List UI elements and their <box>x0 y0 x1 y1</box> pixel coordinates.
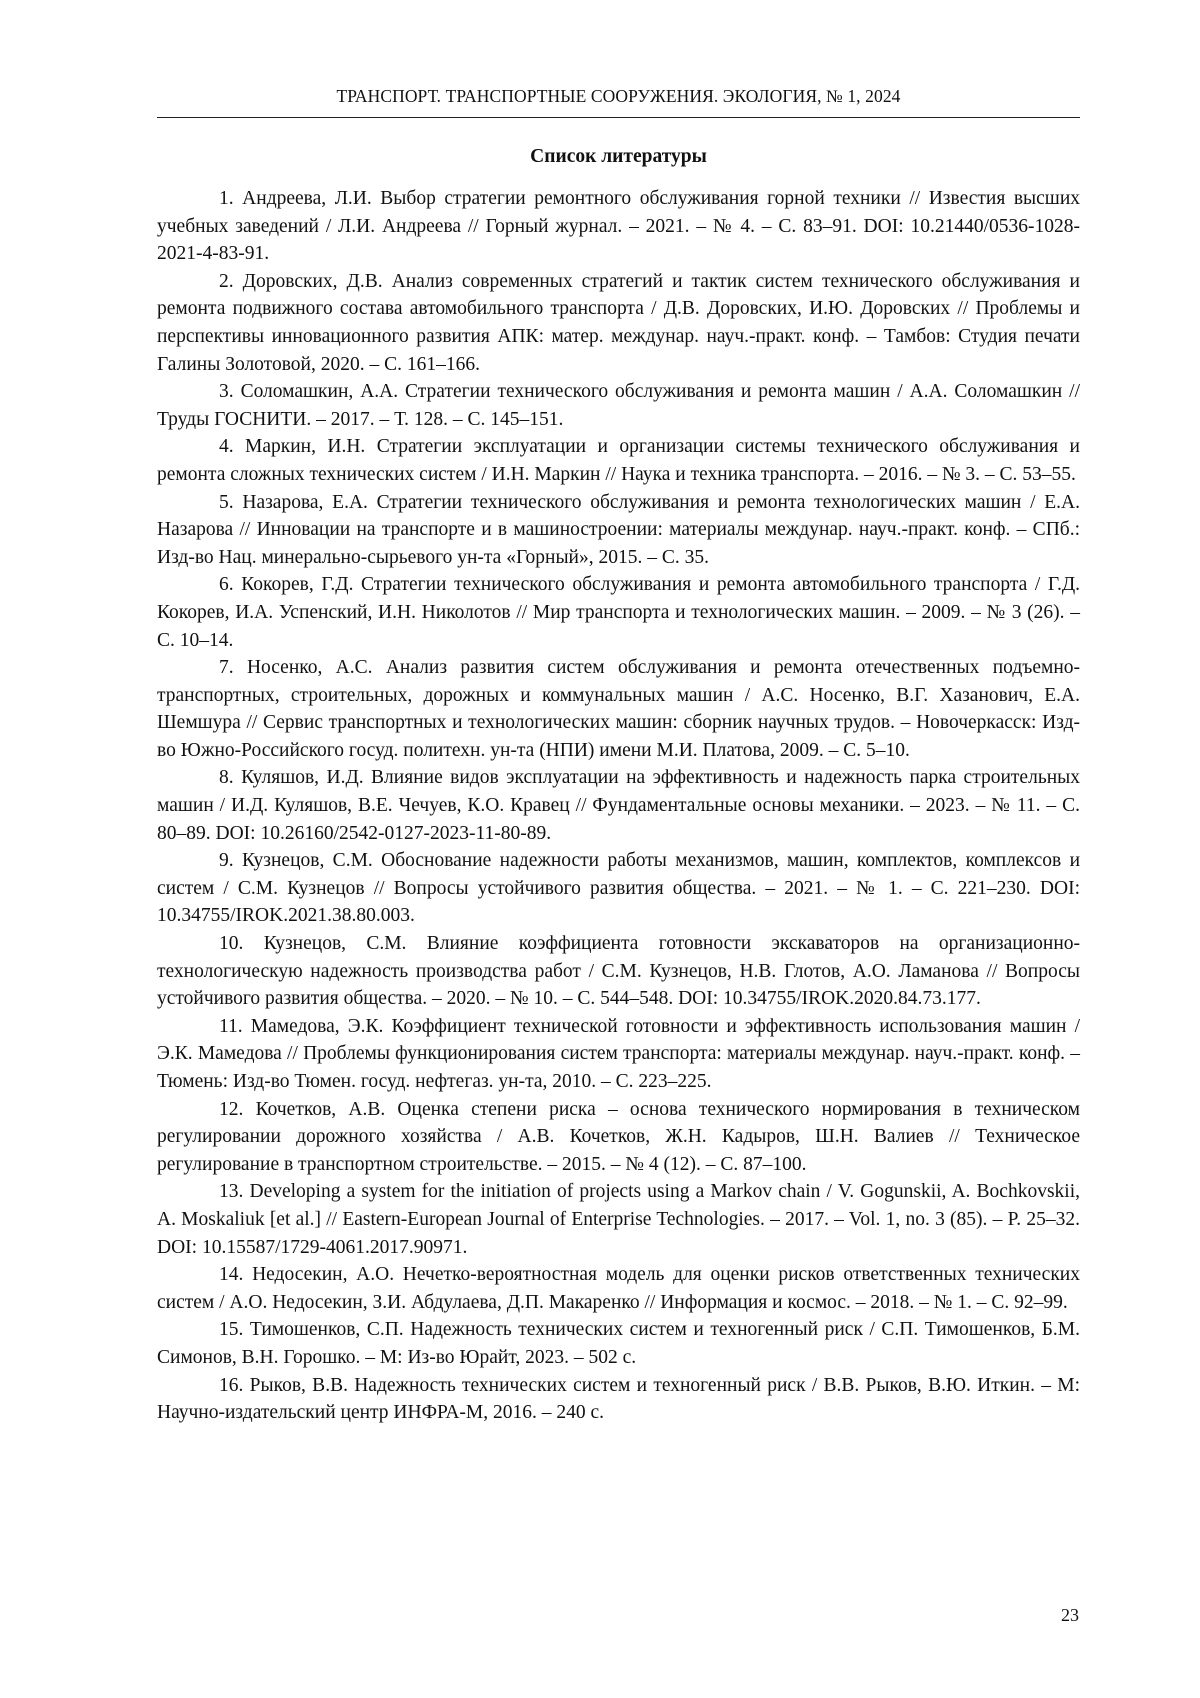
reference-text: Андреева, Л.И. Выбор стратегии ремонтного обслуживания горной техники // Известия высших учебных заведений / Л.И. Андреева // Горный журнал. – 2021. – № 4. – С. 83–91. DOI: 10.21440/0536-1028-2021-4-83-91. <box>157 188 1080 264</box>
reference-item <box>157 1013 1080 1096</box>
reference-number: 13. <box>219 1181 243 1202</box>
reference-text: Кузнецов, С.М. Обоснование надежности работы механизмов, машин, комплектов, комплексов и систем / С.М. Кузнецов // Вопросы устойчивого развития общества. – 2021. – № 1. – С. 221–230. DOI: 10.34755/IROK.2021.38.80.003. <box>157 850 1080 926</box>
reference-number: 2. <box>219 271 234 292</box>
reference-item <box>157 571 1080 654</box>
reference-text: Носенко, А.С. Анализ развития систем обслуживания и ремонта отечественных подъемно-транспортных, строительных, дорожных и коммунальных машин / А.С. Носенко, В.Г. Хазанович, Е.А. Шемшура // Сервис транспортных и технологических машин: сборник научных трудов. – Новочеркасск: Изд-во Южно-Российского госуд. политехн. ун-та (НПИ) имени М.И. Платова, 2009. – С. 5–10. <box>157 657 1080 761</box>
reference-number: 3. <box>219 381 234 402</box>
reference-number: 15. <box>219 1319 243 1340</box>
reference-item <box>157 654 1080 764</box>
page-number: 23 <box>1061 1604 1079 1626</box>
reference-number: 6. <box>219 574 234 595</box>
reference-item <box>157 847 1080 930</box>
reference-text: Мамедова, Э.К. Коэффициент технической готовности и эффективность использования машин / Э.К. Мамедова // Проблемы функционирования систем транспорта: материалы междунар. науч.-практ. конф. – Тюмень: Изд-во Тюмен. госуд. нефтегаз. ун-та, 2010. – С. 223–225. <box>157 1016 1080 1092</box>
reference-item <box>157 764 1080 847</box>
reference-number: 5. <box>219 492 234 513</box>
reference-item <box>157 1261 1080 1316</box>
reference-item <box>157 268 1080 378</box>
reference-text: Куляшов, И.Д. Влияние видов эксплуатации на эффективность и надежность парка строительных машин / И.Д. Куляшов, В.Е. Чечуев, К.О. Кравец // Фундаментальные основы механики. – 2023. – № 11. – С. 80–89. DOI: 10.26160/2542-0127-2023-11-80-89. <box>157 767 1080 843</box>
reference-item <box>157 433 1080 488</box>
reference-item <box>157 1372 1080 1427</box>
header-rule <box>157 117 1080 118</box>
reference-list <box>157 185 1080 1427</box>
reference-number: 16. <box>219 1375 243 1396</box>
reference-text: Кокорев, Г.Д. Стратегии технического обслуживания и ремонта автомобильного транспорта / Г.Д. Кокорев, И.А. Успенский, И.Н. Николотов // Мир транспорта и технологических машин. – 2009. – № 3 (26). – С. 10–14. <box>157 574 1080 650</box>
reference-number: 4. <box>219 436 234 457</box>
reference-number: 8. <box>219 767 234 788</box>
reference-item <box>157 378 1080 433</box>
reference-text: Кузнецов, С.М. Влияние коэффициента готовности экскаваторов на организационно-технологическую надежность производства работ / С.М. Кузнецов, Н.В. Глотов, А.О. Ламанова // Вопросы устойчивого развития общества. – 2020. – № 10. – С. 544–548. DOI: 10.34755/IROK.2020.84.73.177. <box>157 933 1080 1009</box>
reference-text: Соломашкин, А.А. Стратегии технического обслуживания и ремонта машин / А.А. Соломашкин // Труды ГОСНИТИ. – 2017. – Т. 128. – С. 145–151. <box>157 381 1080 430</box>
reference-number: 11. <box>219 1016 243 1037</box>
reference-number: 10. <box>219 933 243 954</box>
reference-item <box>157 489 1080 572</box>
reference-text: Доровских, Д.В. Анализ современных стратегий и тактик систем технического обслуживания и ремонта подвижного состава автомобильного транспорта / Д.В. Доровских, И.Ю. Доровских // Проблемы и перспективы инновационного развития АПК: матер. междунар. науч.-практ. конф. – Тамбов: Студия печати Галины Золотовой, 2020. – С. 161–166. <box>157 271 1080 375</box>
reference-number: 14. <box>219 1264 243 1285</box>
section-title: Список литературы <box>157 144 1080 170</box>
reference-text: Назарова, Е.А. Стратегии технического обслуживания и ремонта технологических машин / Е.А. Назарова // Инновации на транспорте и в машиностроении: материалы междунар. науч.-практ. конф. – СПб.: Изд-во Нац. минерально-сырьевого ун-та «Горный», 2015. – С. 35. <box>157 492 1080 568</box>
reference-text: Тимошенков, С.П. Надежность технических систем и техногенный риск / С.П. Тимошенков, Б.М. Симонов, В.Н. Горошко. – М: Из-во Юрайт, 2023. – 502 с. <box>157 1319 1080 1368</box>
reference-item <box>157 185 1080 268</box>
reference-item <box>157 1178 1080 1261</box>
reference-number: 1. <box>219 188 234 209</box>
reference-text: Developing a system for the initiation of projects using a Markov chain / V. Gogunskii, A. Bochkovskii, A. Moskaliuk [et al.] // Eastern-European Journal of Enterprise Technologies. – 2017. – Vol. 1, no. 3 (85). – P. 25–32. DOI: 10.15587/1729-4061.2017.90971. <box>157 1181 1080 1257</box>
reference-text: Рыков, В.В. Надежность технических систем и техногенный риск / В.В. Рыков, В.Ю. Иткин. – М: Научно-издательский центр ИНФРА-М, 2016. – 240 с. <box>157 1375 1080 1424</box>
reference-item <box>157 1096 1080 1179</box>
reference-item <box>157 930 1080 1013</box>
reference-number: 7. <box>219 657 234 678</box>
reference-number: 12. <box>219 1099 243 1120</box>
reference-number: 9. <box>219 850 234 871</box>
reference-item <box>157 1316 1080 1371</box>
running-header: ТРАНСПОРТ. ТРАНСПОРТНЫЕ СООРУЖЕНИЯ. ЭКОЛОГИЯ, № 1, 2024 <box>157 84 1080 108</box>
reference-text: Недосекин, А.О. Нечетко-вероятностная модель для оценки рисков ответственных технических систем / А.О. Недосекин, З.И. Абдулаева, Д.П. Макаренко // Информация и космос. – 2018. – № 1. – С. 92–99. <box>157 1264 1080 1313</box>
reference-text: Маркин, И.Н. Стратегии эксплуатации и организации системы технического обслуживания и ремонта сложных технических систем / И.Н. Маркин // Наука и техника транспорта. – 2016. – № 3. – С. 53–55. <box>157 436 1080 485</box>
reference-text: Кочетков, А.В. Оценка степени риска – основа технического нормирования в техническом регулировании дорожного хозяйства / А.В. Кочетков, Ж.Н. Кадыров, Ш.Н. Валиев // Техническое регулирование в транспортном строительстве. – 2015. – № 4 (12). – С. 87–100. <box>157 1099 1080 1175</box>
